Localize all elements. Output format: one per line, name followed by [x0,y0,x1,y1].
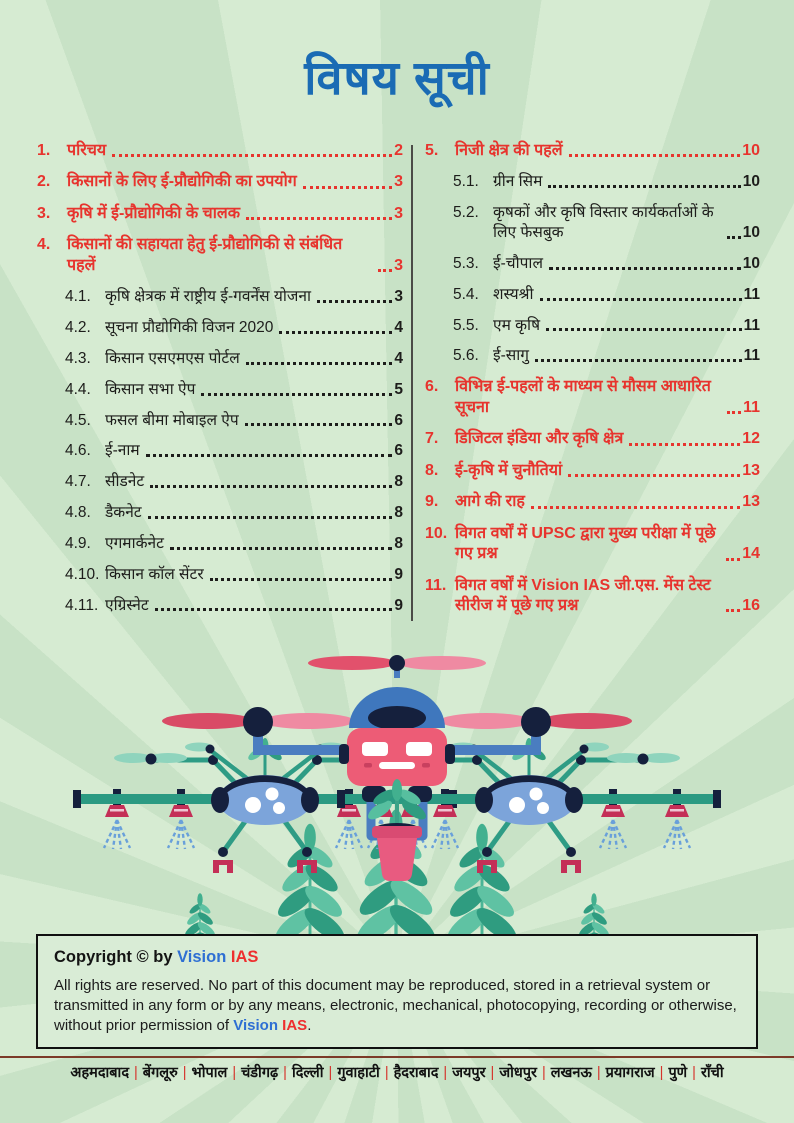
toc-entry-label: कृषि क्षेत्रक में राष्ट्रीय ई-गवर्नेंस योजना [105,288,311,306]
toc-entry[interactable] [65,534,403,554]
page-title: विषय सूची [304,51,490,104]
toc-entry[interactable] [65,411,403,431]
footer-separator: | [659,1065,664,1081]
dot-leader [245,423,393,426]
toc-entry-page: 6 [394,411,403,429]
toc-entry-page: 8 [394,473,403,491]
toc-entry-number: 2. [37,173,51,191]
toc-entry-page: 3 [394,204,403,222]
toc-entry-number: 7. [425,430,439,448]
brand-ias: IAS [230,948,259,966]
toc-entry-label: किसान सभा ऐप [105,380,196,398]
column-divider [411,145,413,621]
copyright-body [54,976,740,1036]
toc-entry-label: सीडनेट [105,473,145,491]
footer-city: अहमदाबाद [70,1065,130,1081]
toc-entry-page: 4 [394,319,403,337]
toc-entry[interactable] [65,318,403,338]
toc-entry-page: 3 [394,256,403,274]
toc-entry-number: 10. [425,524,448,542]
copyright-heading [54,948,740,967]
footer-separator: | [541,1065,546,1081]
toc-entry-number: 4.7. [65,473,91,491]
toc-entry[interactable] [425,377,760,418]
footer-city: प्रयागराज [605,1065,655,1081]
toc-entry-label: डिजिटल इंडिया और कृषि क्षेत्र [455,430,624,448]
dot-leader [148,516,393,519]
toc-entry-page: 12 [742,430,760,448]
toc-entry-label: डैकनेट [105,504,142,522]
dot-leader [629,443,740,446]
toc-entry-page: 9 [394,565,403,583]
toc-entry-page: 8 [394,534,403,552]
toc-entry-number: 4.6. [65,442,91,460]
footer-city: जोधपुर [499,1065,537,1081]
dot-leader [246,362,393,365]
footer-city: हैदराबाद [393,1065,439,1081]
toc-entry[interactable] [453,316,760,336]
toc-entry-label: निजी क्षेत्र की पहलें [455,142,563,159]
footer-separator: | [182,1065,187,1081]
toc-entry-number: 4.4. [65,380,91,398]
toc-entry-number: 5.3. [453,254,479,272]
footer-city: जयपुर [452,1065,486,1081]
dot-leader [303,186,392,189]
toc-entry-page: 10 [742,173,760,191]
dot-leader [726,558,740,561]
toc-entry-number: 3. [37,204,51,222]
toc-column-right [425,141,760,627]
toc-entry[interactable] [425,524,760,565]
toc-entry-page: 9 [394,596,403,614]
footer-separator: | [692,1065,696,1081]
toc-entry-number: 9. [425,493,439,511]
footer-separator: | [328,1065,333,1081]
toc-entry-number: 6. [425,378,439,396]
toc-entry-number: 5.4. [453,285,479,303]
brand-ias: IAS [282,1017,308,1035]
toc-entry-number: 5.1. [453,173,479,191]
toc-entry[interactable] [37,141,403,161]
dot-leader [246,217,392,220]
toc-entry-number: 5.5. [453,316,479,334]
toc-entry-number: 4.11. [65,596,99,614]
toc-entry-label: विगत वर्षों में UPSC द्वारा मुख्य परीक्षा में पूछे गए प्रश्न [455,524,716,563]
toc-entry-page: 13 [742,493,760,511]
toc-entry[interactable] [453,285,760,305]
toc-entry[interactable] [65,380,403,400]
toc-entry[interactable] [453,254,760,274]
toc-entry-label: सूचना प्रौद्योगिकी विजन 2020 [105,319,274,337]
footer-separator: | [596,1065,601,1081]
toc-entry-label: शस्यश्री [493,285,534,303]
toc-entry-page: 2 [394,142,403,159]
dot-leader [540,298,742,301]
brand-vision: Vision [177,948,227,966]
dot-leader [317,300,392,303]
toc-entry[interactable] [65,441,403,461]
toc-entry-label: किसान एसएमएस पोर्टल [105,350,240,367]
footer-separator: | [443,1065,448,1081]
toc-entry-page: 8 [394,504,403,522]
toc-entry-page: 14 [742,545,760,563]
toc-entry[interactable] [425,429,760,449]
toc-entry-number: 4.5. [65,411,91,429]
toc-entry-page: 11 [743,347,760,365]
toc-entry-number: 5.6. [453,347,479,365]
toc-entry-number: 11. [425,576,447,594]
toc-entry-label: ई-कृषि में चुनौतियां [455,461,563,479]
dot-leader [210,578,393,581]
copyright-body-text: All rights are reserved. No part of this document may be reproduced, stored in a retrieval system or transmitted in any form or by any means, electronic, mechanical, photocopying, recording or otherwise, without prior permission of [54,977,737,1035]
toc-entry-label: ई-सागु [493,347,529,365]
dot-leader [727,236,741,239]
toc-entry-page: 3 [394,288,403,306]
footer-separator: | [490,1065,495,1081]
toc-entry-number: 1. [37,142,51,159]
toc-entry-number: 4.9. [65,534,91,552]
toc-entry[interactable] [425,492,760,512]
footer-separator: | [232,1065,237,1081]
toc-entry-page: 10 [742,224,760,242]
toc-entry-number: 4.2. [65,319,91,337]
footer-cities [0,1062,794,1085]
footer-city: बेंगलूरु [142,1065,178,1081]
toc-entry-page: 3 [394,173,403,191]
toc-entry-page: 10 [742,254,760,272]
toc-entry[interactable] [453,203,760,243]
toc-entry-number: 4.3. [65,350,91,367]
dot-leader [146,454,393,457]
toc-entry-label: किसान कॉल सेंटर [105,565,204,583]
toc-column-left [37,141,403,627]
toc-entry[interactable] [453,346,760,366]
footer-city: राँची [700,1065,724,1081]
dot-leader [546,328,742,331]
toc-entry-number: 5.2. [453,204,479,222]
toc-entry-label: किसानों की सहायता हेतु ई-प्रौद्योगिकी से संबंधित पहलें [67,236,343,274]
toc-entry-label: किसानों के लिए ई-प्रौद्योगिकी का उपयोग [67,173,297,191]
toc-entry-number: 4. [37,236,51,254]
toc-entry[interactable] [37,204,403,224]
toc-entry[interactable] [65,565,403,585]
toc-entry-label: ग्रीन सिम [493,173,543,191]
toc-entry-page: 11 [743,398,760,416]
toc-entry-number: 4.10. [65,565,100,583]
dot-leader [727,411,741,414]
dot-leader [112,154,392,157]
dot-leader [155,608,393,611]
toc-entry-label: एग्रिस्नेट [105,596,149,614]
toc-entry-label: आगे की राह [455,493,525,511]
toc-entry[interactable] [425,141,760,161]
toc-entry-label: परिचय [67,142,107,159]
toc-entry-label: विगत वर्षों में Vision IAS जी.एस. मेंस टेस्ट सीरीज में पूछे गए प्रश्न [455,576,711,615]
dot-leader [170,547,392,550]
toc-entry-page: 16 [742,597,760,615]
toc-entry-page: 5 [394,380,403,398]
toc-entry-label: एम कृषि [493,316,541,334]
copyright-prefix: Copyright © by [54,948,178,966]
brand-vision: Vision [233,1017,278,1035]
toc-entry-page: 4 [394,350,403,367]
dot-leader [150,485,392,488]
copyright-box [36,934,758,1049]
dot-leader [378,269,392,272]
footer-city: भोपाल [191,1065,228,1081]
footer-city: पुणे [668,1065,688,1081]
dot-leader [548,185,740,188]
toc-entry-label: ई-नाम [105,442,140,460]
toc-entry-number: 4.1. [65,288,91,306]
footer-separator: | [283,1065,287,1081]
toc-entry-label: फसल बीमा मोबाइल ऐप [105,411,239,429]
toc-entry[interactable] [65,287,403,307]
footer-city: दिल्ली [291,1065,324,1081]
toc-entry-label: कृषि में ई-प्रौद्योगिकी के चालक [67,204,240,222]
drone-illustration [0,650,794,950]
toc-entry-number: 5. [425,142,439,159]
toc-entry[interactable] [37,235,403,276]
dot-leader [726,609,740,612]
dot-leader [549,267,741,270]
toc-entry[interactable] [65,596,403,616]
toc-entry[interactable] [65,503,403,523]
toc-entry-page: 10 [742,142,760,159]
copyright-period: . [307,1017,312,1035]
footer-city: चंडीगढ़ [241,1065,279,1081]
dot-leader [531,506,740,509]
footer-separator: | [384,1065,389,1081]
toc-entry-label: विभिन्न ई-पहलों के माध्यम से मौसम आधारित सूचना [455,378,711,416]
footer-separator: | [134,1065,138,1081]
dot-leader [279,331,392,334]
footer-city: लखनऊ [550,1065,592,1081]
toc-entry-page: 6 [394,442,403,460]
toc-entry[interactable] [65,472,403,492]
toc-entry[interactable] [425,576,760,617]
toc-entry-page: 11 [743,285,760,303]
dot-leader [568,474,740,477]
footer-city: गुवाहाटी [337,1065,380,1081]
footer-divider [0,1056,794,1058]
toc-entry-label: एगमार्कनेट [105,534,164,552]
toc-entry-number: 4.8. [65,504,91,522]
toc-entry-number: 8. [425,461,439,479]
dot-leader [569,154,741,157]
toc-entry[interactable] [453,172,760,192]
dot-leader [201,393,392,396]
toc-entry[interactable] [425,461,760,481]
dot-leader [535,359,742,362]
toc-entry-page: 11 [743,316,760,334]
toc-entry[interactable] [65,349,403,369]
toc-entry-page: 13 [742,461,760,479]
toc-entry-label: ई-चौपाल [493,254,543,272]
table-of-contents [37,141,760,627]
toc-entry[interactable] [37,172,403,192]
toc-entry-label: कृषकों और कृषि विस्तार कार्यकर्ताओं के लिए फेसबुक [493,204,714,242]
